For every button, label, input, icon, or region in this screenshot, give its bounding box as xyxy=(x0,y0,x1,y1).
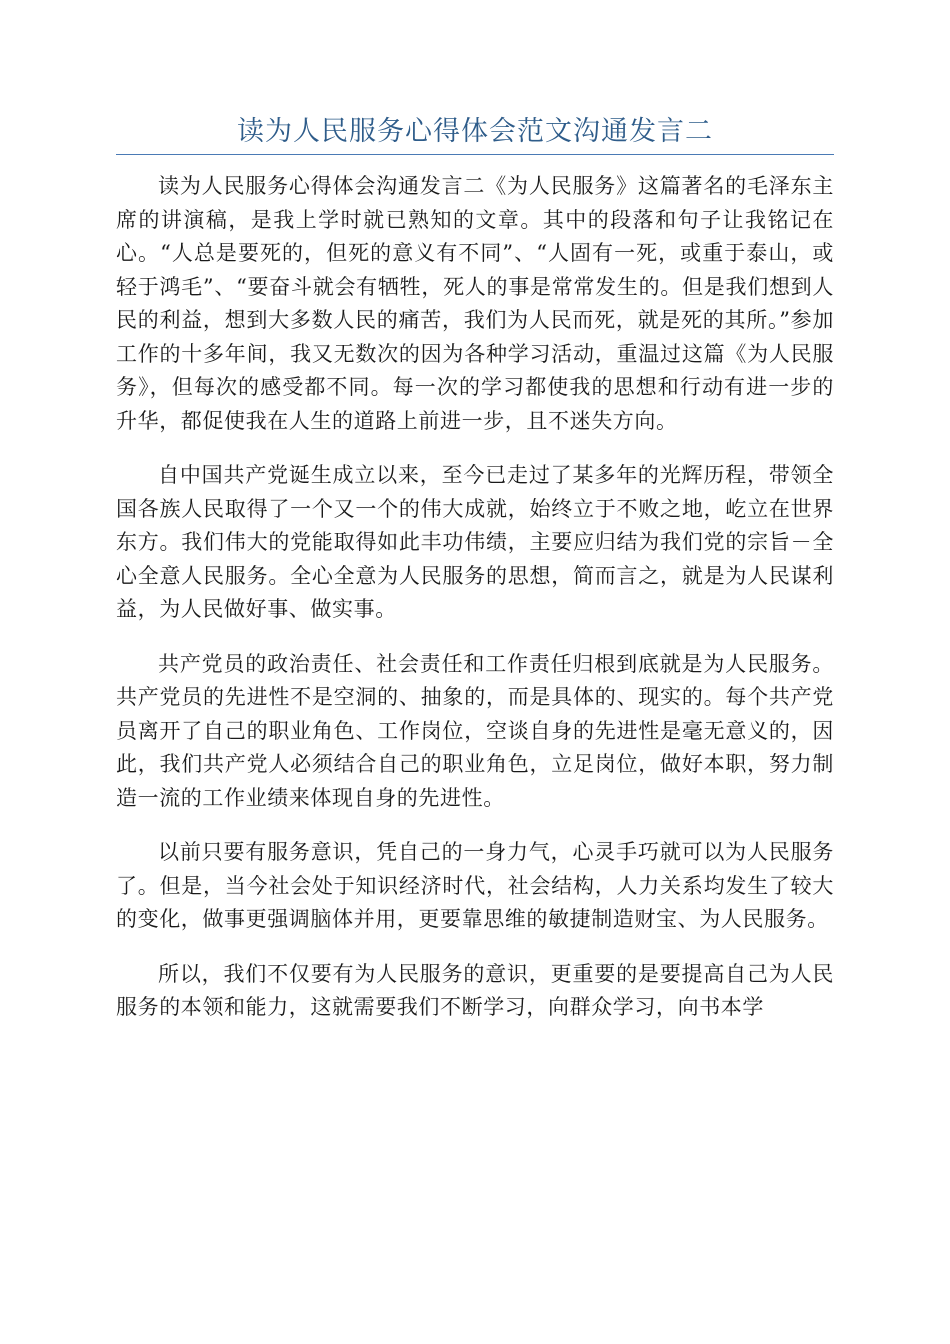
paragraph: 自中国共产党诞生成立以来，至今已走过了某多年的光辉历程，带领全国各族人民取得了一个又一个的伟大成就，始终立于不败之地，屹立在世界东方。我们伟大的党能取得如此丰功伟绩，主要应归结为我们党的宗旨－全心全意人民服务。全心全意为人民服务的思想，简而言之，就是为人民谋利益，为人民做好事、做实事。 xyxy=(116,463,834,621)
paragraph: 共产党员的政治责任、社会责任和工作责任归根到底就是为人民服务。共产党员的先进性不是空洞的、抽象的，而是具体的、现实的。每个共产党员离开了自己的职业角色、工作岗位，空谈自身的先进性是毫无意义的，因此，我们共产党人必须结合自己的职业角色，立足岗位，做好本职，努力制造一流的工作业绩来体现自身的先进性。 xyxy=(116,651,834,810)
paragraph: 所以，我们不仅要有为人民服务的意识，更重要的是要提高自己为人民服务的本领和能力，这就需要我们不断学习，向群众学习，向书本学 xyxy=(116,961,834,1019)
document-title: 读为人民服务心得体会范文沟通发言二 xyxy=(237,116,713,147)
paragraph: 读为人民服务心得体会沟通发言二《为人民服务》这篇著名的毛泽东主席的讲演稿，是我上学时就已熟知的文章。其中的段落和句子让我铭记在心。“人总是要死的，但死的意义有不同”、“人固有一死，或重于泰山，或轻于鸿毛”、“要奋斗就会有牺牲，死人的事是常常发生的。但是我们想到人民的利益，想到大多数人民的痛苦，我们为人民而死，就是死的其所。”参加工作的十多年间，我又无数次的因为各种学习活动，重温过这篇《为人民服务》，但每次的感受都不同。每一次的学习都使我的思想和行动有进一步的升华，都促使我在人生的道路上前进一步，且不迷失方向。 xyxy=(116,174,834,433)
paragraph: 以前只要有服务意识，凭自己的一身力气，心灵手巧就可以为人民服务了。但是，当今社会处于知识经济时代，社会结构，人力关系均发生了较大的变化，做事更强调脑体并用，更要靠思维的敏捷制造财宝、为人民服务。 xyxy=(116,840,834,931)
document-body xyxy=(116,170,834,1046)
title-underline xyxy=(116,154,834,155)
